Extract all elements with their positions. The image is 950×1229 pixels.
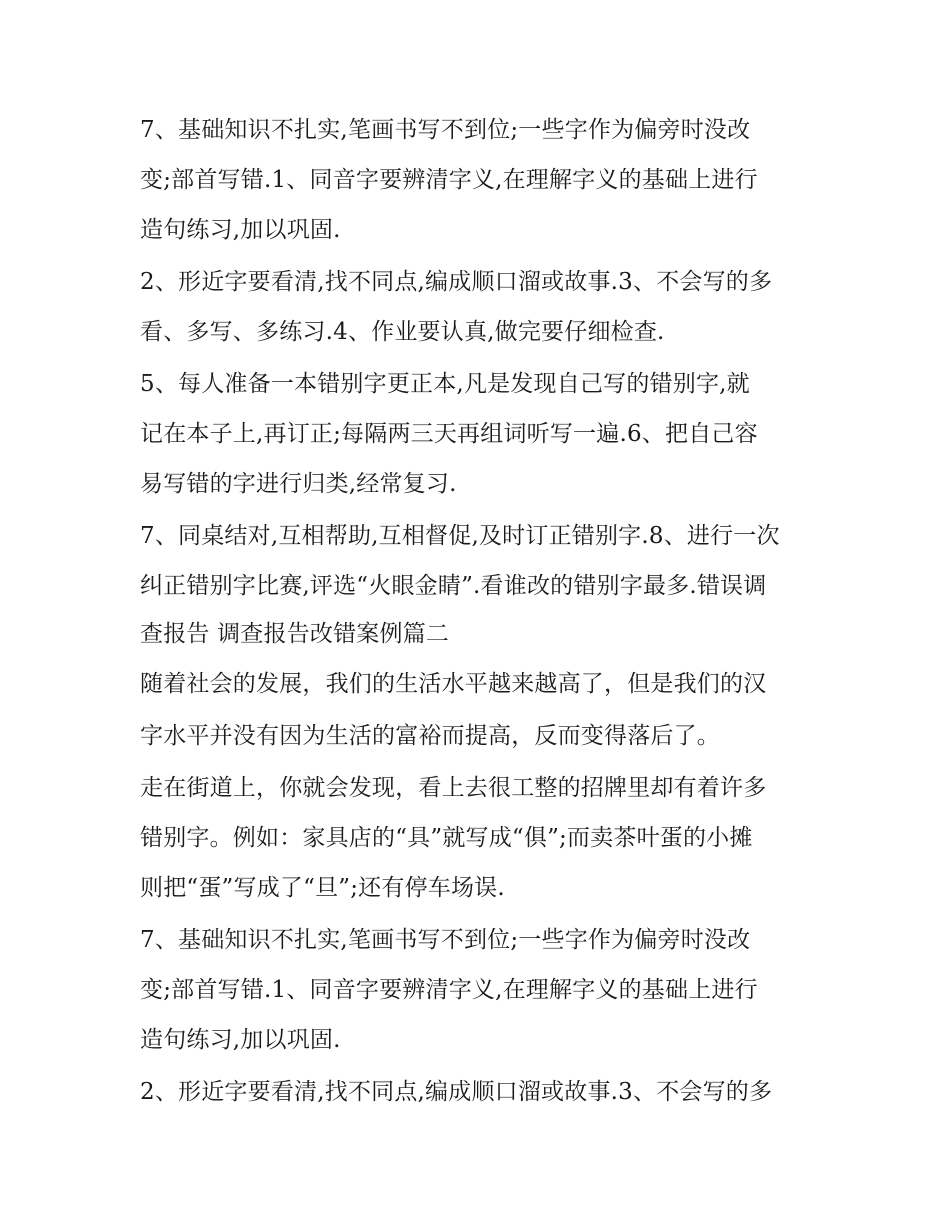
- text-line: 走在街道上，你就会发现，看上去很工整的招牌里却有着许多: [140, 775, 767, 801]
- text-line: 7、同桌结对,互相帮助,互相督促,及时订正错别字.8、进行一次: [140, 523, 780, 549]
- text-line: 变;部首写错.1、同音字要辨清字义,在理解字义的基础上进行: [140, 977, 758, 1003]
- text-line: 造句练习,加以巩固.: [140, 217, 341, 243]
- text-line: 5、每人准备一本错别字更正本,凡是发现自己写的错别字,就: [140, 371, 750, 397]
- text-line: 记在本子上,再订正;每隔两三天再组词听写一遍.6、把自己容: [140, 421, 758, 447]
- text-line: 纠正错别字比赛,评选“火眼金睛”.看谁改的错别字最多.错误调: [140, 573, 767, 599]
- text-line: 2、形近字要看清,找不同点,编成顺口溜或故事.3、不会写的多: [140, 269, 773, 295]
- text-line: 变;部首写错.1、同音字要辨清字义,在理解字义的基础上进行: [140, 167, 758, 193]
- text-line: 错别字。例如：家具店的“具”就写成“俱”;而卖茶叶蛋的小摊: [140, 825, 753, 851]
- section-heading: 查报告 调查报告改错案例篇二: [140, 621, 450, 647]
- text-line: 则把“蛋”写成了“旦”;还有停车场误.: [140, 875, 505, 901]
- text-line: 看、多写、多练习.4、作业要认真,做完要仔细检查.: [140, 319, 665, 345]
- text-line: 易写错的字进行归类,经常复习.: [140, 471, 457, 497]
- text-line: 字水平并没有因为生活的富裕而提高，反而变得落后了。: [140, 723, 720, 749]
- text-line: 7、基础知识不扎实,笔画书写不到位;一些字作为偏旁时没改: [140, 117, 751, 143]
- text-line: 7、基础知识不扎实,笔画书写不到位;一些字作为偏旁时没改: [140, 927, 751, 953]
- text-line: 2、形近字要看清,找不同点,编成顺口溜或故事.3、不会写的多: [140, 1079, 773, 1105]
- text-line: 随着社会的发展，我们的生活水平越来越高了，但是我们的汉: [140, 671, 767, 697]
- text-line: 造句练习,加以巩固.: [140, 1027, 341, 1053]
